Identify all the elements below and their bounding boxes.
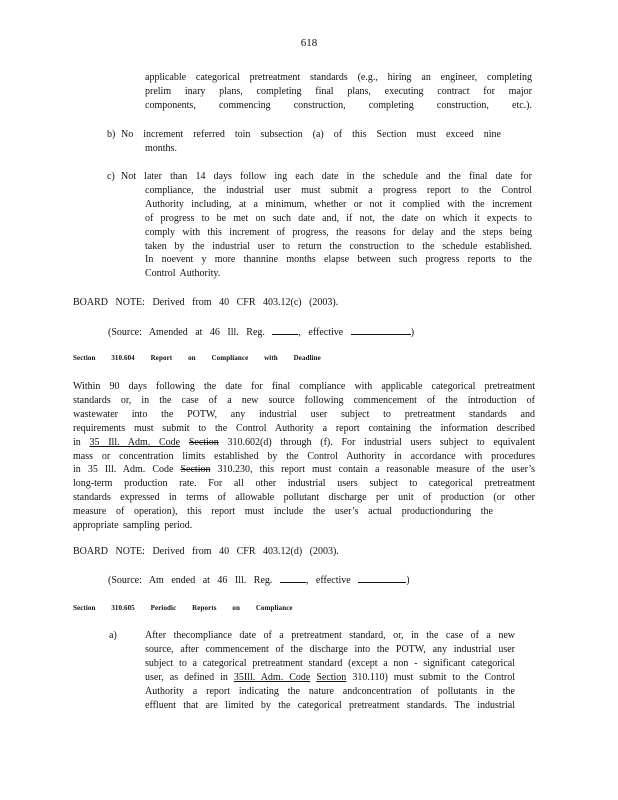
- deleted-text: Section: [188, 436, 219, 448]
- text-fragment: in: [73, 436, 81, 448]
- source-note: [108, 573, 410, 588]
- text-line: [145, 671, 515, 685]
- text-line: Authority including, at a minimum, whether or not it complied with the increment: [145, 198, 532, 210]
- text-line: Control Authority.: [145, 268, 221, 280]
- text-line: Authority a report indicating the nature andconcentration of pollutants in the: [145, 685, 515, 697]
- text-fragment: 310.602(d) through (f). For industrial users subject to equivalent: [227, 436, 535, 448]
- text-fragment: in 35 Ill. Adm. Code: [73, 464, 174, 476]
- text-line: requirements must submit to the Control Authority a report containing the information described: [73, 422, 535, 434]
- text-line: wastewater into the POTW, any industrial user subject to pretreatment standards and: [73, 408, 535, 420]
- deleted-text: Section: [180, 464, 211, 476]
- text-line: applicable categorical pretreatment standards (e.g., hiring an engineer, completing: [145, 72, 532, 83]
- item-c-label: c): [107, 171, 115, 182]
- item-605a-label: a): [109, 630, 117, 641]
- text-fragment: 310.230, this report must contain a reasonable measure of the user’s: [217, 464, 536, 476]
- text-line: In noevent y more thannine months elapse between such progress reports to the: [145, 254, 532, 266]
- text-line: long-term production rate. For all other industrial users subject to categorical pretreatment: [73, 478, 535, 490]
- text-line: mass or concentration limits established by the Control Authority in accordance with procedures: [73, 450, 535, 462]
- text-line: months.: [145, 142, 177, 154]
- item-c-text: [121, 170, 532, 281]
- register-page-blank: [272, 325, 298, 335]
- section-604-body: [73, 380, 535, 533]
- section-heading: Section 310.605 Periodic Reports on Compliance: [73, 604, 293, 612]
- text-line: No increment referred toin subsection (a) of this Section must exceed nine: [121, 129, 501, 140]
- text-line: subject to a categorical pretreatment standard (except a non - significant categorical: [145, 657, 515, 669]
- source-suffix: ): [410, 327, 415, 338]
- text-fragment: user, as defined in: [145, 671, 228, 683]
- source-suffix: ): [406, 575, 410, 586]
- text-line: standards expressed in terms of allowable pollutant discharge per unit of production (or other: [73, 492, 535, 504]
- source-note: [108, 325, 414, 340]
- source-prefix: (Source: Amended at 46 Ill. Reg.: [108, 327, 265, 338]
- board-note: BOARD NOTE: Derived from 40 CFR 403.12(c) (2003).: [73, 297, 339, 308]
- text-line: Not later than 14 days follow ing each date in the schedule and the final date for: [121, 171, 532, 182]
- inserted-text: 35Ill. Adm. Code: [233, 671, 311, 683]
- effective-date-blank: [351, 325, 411, 335]
- text-line: effluent that are limited by the categorical pretreatment standards. The industrial: [145, 699, 515, 711]
- text-line: appropriate sampling period.: [73, 520, 193, 532]
- page-number: 618: [300, 37, 318, 49]
- text-line: compliance, the industrial user must submit a progress report to the Control: [145, 184, 532, 196]
- text-line: After thecompliance date of a pretreatment standard, or, in the case of a new: [145, 630, 515, 641]
- register-page-blank: [280, 573, 306, 583]
- text-line: source, after commencement of the discharge into the POTW, any industrial user: [145, 643, 515, 655]
- item-b-label: b): [107, 129, 116, 140]
- text-line: prelim inary plans, completing final plans, executing contract for major: [145, 85, 532, 97]
- source-middle: , effective: [305, 575, 351, 586]
- item-605a-text: [145, 629, 515, 712]
- text-line: components, commencing construction, completing construction, etc.).: [145, 99, 532, 111]
- inserted-text: 35 Ill. Adm. Code: [89, 436, 181, 448]
- text-line: taken by the industrial user to return the construction to the schedule established.: [145, 240, 532, 252]
- item-a-continuation: [145, 71, 532, 113]
- text-fragment: Section: [316, 671, 347, 683]
- text-line: [73, 436, 535, 450]
- text-line: Within 90 days following the date for final compliance with applicable categorical pretreatment: [73, 381, 535, 392]
- section-heading: Section 310.604 Report on Compliance with Deadline: [73, 354, 321, 362]
- text-line: comply with this increment of progress, the reasons for delay and the steps being: [145, 226, 532, 238]
- item-b-text: [121, 128, 501, 156]
- text-line: of progress to be met on such date and, if not, the date on which it expects to: [145, 212, 532, 224]
- source-middle: , effective: [298, 327, 344, 338]
- text-line: standards or, in the case of a new source following commencement of the introduction of: [73, 394, 535, 406]
- text-line: [73, 463, 535, 477]
- text-line: measure of operation), this report must include the user’s actual productionduring the: [73, 506, 493, 518]
- board-note: BOARD NOTE: Derived from 40 CFR 403.12(d) (2003).: [73, 546, 339, 557]
- text-fragment: 310.110) must submit to the Control: [352, 671, 515, 683]
- item-c-body: [121, 184, 532, 281]
- source-prefix: (Source: Am ended at 46 Ill. Reg.: [108, 575, 273, 586]
- effective-date-blank: [358, 573, 406, 583]
